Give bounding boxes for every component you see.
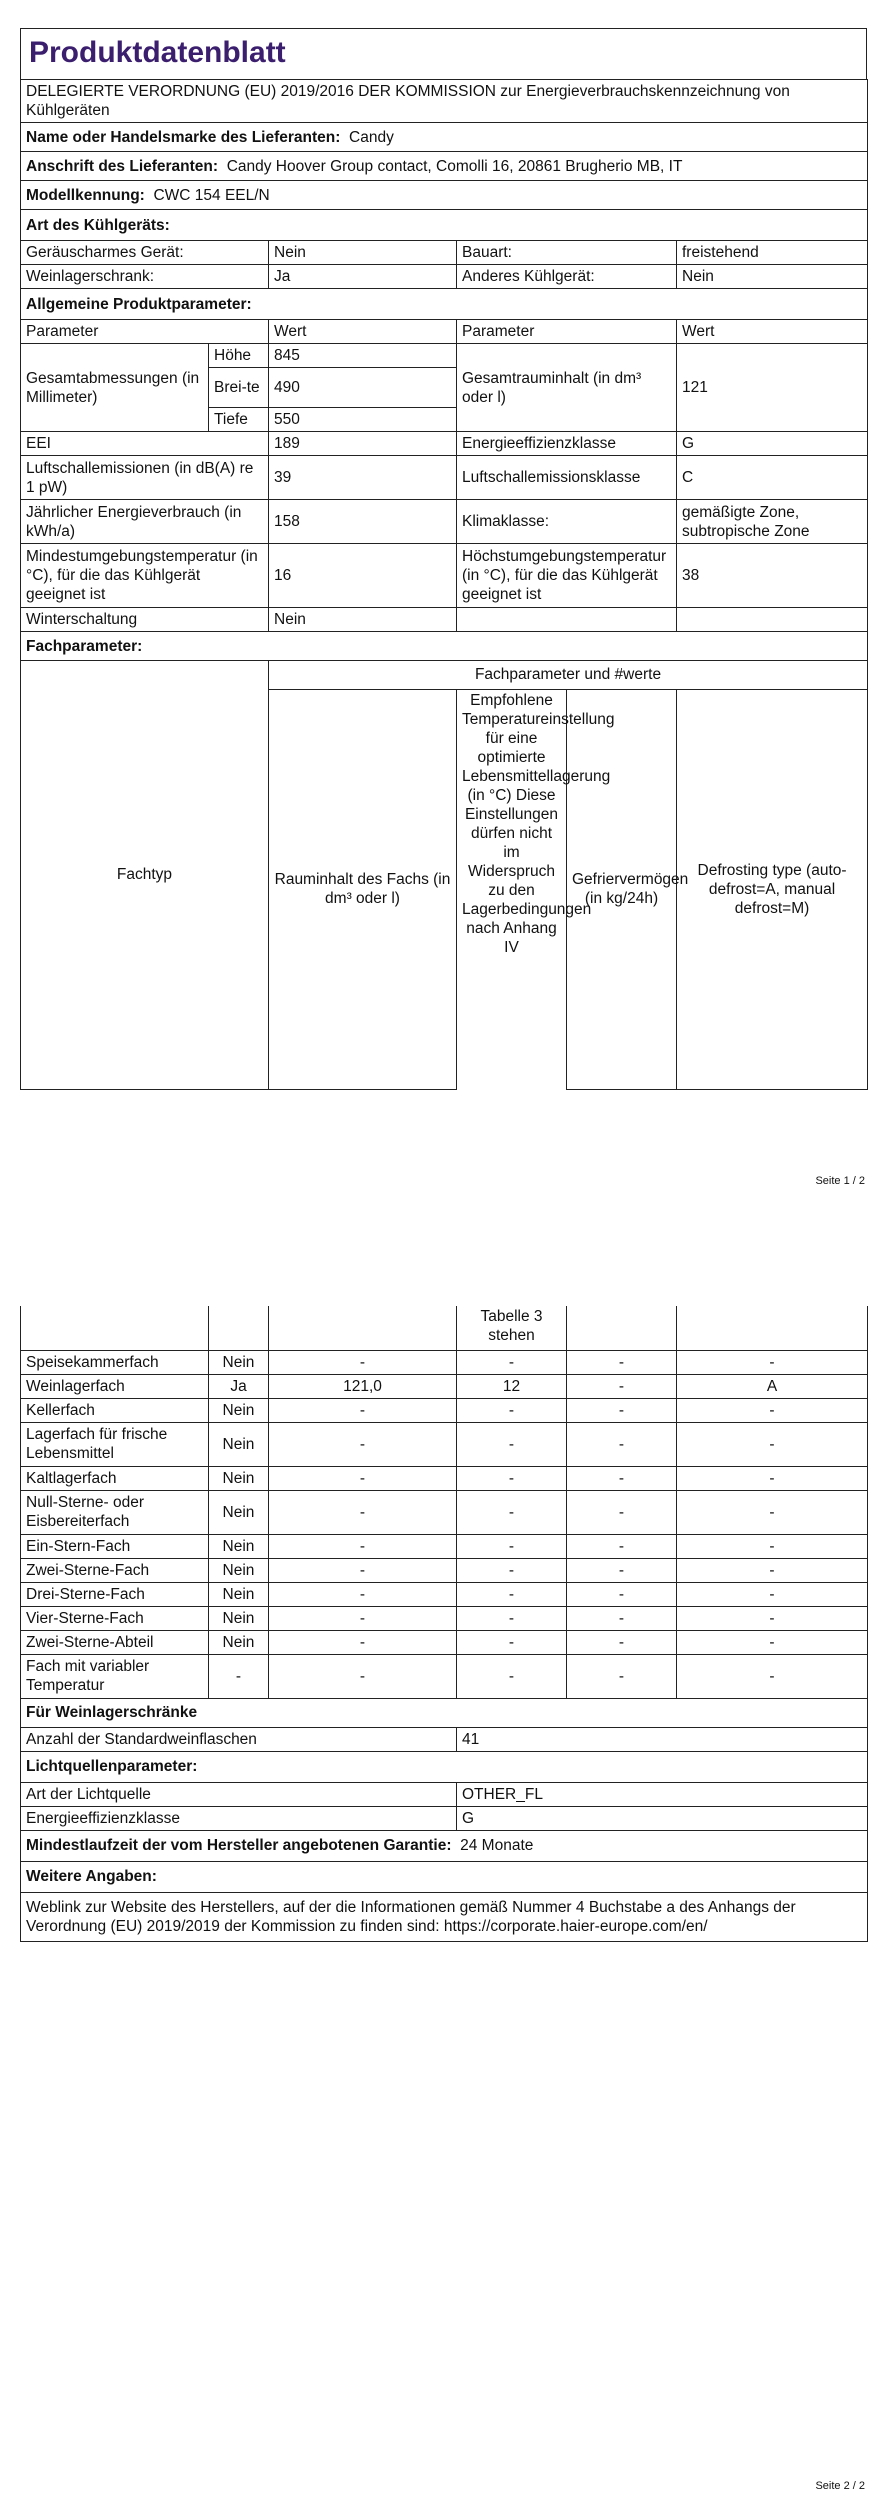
compartment-defrost: - (677, 1398, 868, 1422)
compartment-present: Nein (209, 1534, 269, 1558)
compartment-defrost: - (677, 1490, 868, 1534)
light-class-label: Energieeffizienzklasse (21, 1806, 457, 1830)
page-number-2: Seite 2 / 2 (815, 2480, 865, 2492)
supplier-row (21, 123, 868, 152)
compartment-present: Nein (209, 1466, 269, 1490)
page-2 (20, 1306, 867, 1942)
compartment-temperature: - (457, 1654, 567, 1698)
annual-energy-value: 158 (269, 500, 457, 544)
winter-setting-label: Winterschaltung (21, 608, 269, 632)
compartment-defrost: - (677, 1606, 868, 1630)
compartment-volume: 121,0 (269, 1374, 457, 1398)
wine-bottles-label: Anzahl der Standardweinflaschen (21, 1727, 457, 1751)
compartment-temperature: - (457, 1534, 567, 1558)
min-temp-value: 16 (269, 544, 457, 608)
compartment-freezing: - (567, 1490, 677, 1534)
datasheet-table-page1 (20, 79, 868, 661)
empty-cell (209, 1306, 269, 1350)
total-volume-value: 121 (677, 344, 868, 432)
energy-class-value: G (677, 432, 868, 456)
compartment-present: Nein (209, 1582, 269, 1606)
compartment-temperature: - (457, 1398, 567, 1422)
compartment-row (21, 1490, 868, 1534)
compartment-header-table (20, 661, 868, 1090)
compartment-row (21, 1422, 868, 1466)
compartment-row (21, 1374, 868, 1398)
compartment-defrost: - (677, 1350, 868, 1374)
compartment-row (21, 1398, 868, 1422)
compartment-freezing: - (567, 1582, 677, 1606)
compartment-defrost: - (677, 1558, 868, 1582)
compartment-name: Fach mit variabler Temperatur (21, 1654, 209, 1698)
compartment-volume: - (269, 1422, 457, 1466)
warranty-row (21, 1830, 868, 1861)
further-text: Weblink zur Website des Herstellers, auf der die Informationen gemäß Nummer 4 Buchstabe a des Anhangs der Verordnung (EU) 2019/2019 der Kommission zu finden sind: https://corporate.haier-europe.com/en/ (21, 1892, 868, 1941)
wine-heading: Für Weinlagerschränke (21, 1698, 868, 1727)
noise-class-value: C (677, 456, 868, 500)
other-appliance-label: Anderes Kühlgerät: (457, 265, 677, 289)
address-label: Anschrift des Lieferanten: (26, 157, 219, 175)
compartment-present: - (209, 1654, 269, 1698)
address-row (21, 152, 868, 181)
compartment-freezing: - (567, 1534, 677, 1558)
compartment-freezing: - (567, 1654, 677, 1698)
compartment-name: Vier-Sterne-Fach (21, 1606, 209, 1630)
height-label: Höhe (209, 344, 269, 368)
compartment-volume: - (269, 1630, 457, 1654)
model-value: CWC 154 EEL/N (153, 186, 270, 204)
depth-label: Tiefe (209, 408, 269, 432)
temp-col-header: Empfohlene Temperatureinstellung für eine optimierte Lebensmittellagerung (in °C) Diese Einstellungen dürfen nicht im Widerspruch zu den Lagerbedingungen nach Anhang IV (457, 689, 567, 1089)
model-row (21, 181, 868, 210)
low-noise-value: Nein (269, 241, 457, 265)
warranty-label: Mindestlaufzeit der vom Hersteller angebotenen Garantie: (26, 1837, 452, 1854)
compartment-temperature: - (457, 1350, 567, 1374)
supplier-label: Name oder Handelsmarke des Lieferanten: (26, 128, 341, 146)
defrost-col-header: Defrosting type (auto-defrost=A, manual defrost=M) (677, 689, 868, 1089)
width-label: Brei-te (209, 368, 269, 408)
empty-cell (457, 608, 677, 632)
compartment-row (21, 1630, 868, 1654)
empty-cell (21, 1306, 209, 1350)
page-1 (20, 28, 867, 1090)
max-temp-value: 38 (677, 544, 868, 608)
compartment-defrost: - (677, 1466, 868, 1490)
compartment-present: Nein (209, 1490, 269, 1534)
compartment-defrost: - (677, 1422, 868, 1466)
address-value: Candy Hoover Group contact, Comolli 16, 20861 Brugherio MB, IT (226, 157, 683, 175)
general-params-heading: Allgemeine Produktparameter: (21, 289, 868, 320)
document-title: Produktdatenblatt (20, 28, 867, 79)
compartment-freezing: - (567, 1350, 677, 1374)
compartment-present: Nein (209, 1630, 269, 1654)
compartment-defrost: - (677, 1630, 868, 1654)
height-value: 845 (269, 344, 457, 368)
compartment-temperature: - (457, 1630, 567, 1654)
compartment-row (21, 1582, 868, 1606)
compartment-defrost: - (677, 1654, 868, 1698)
compartment-present: Nein (209, 1350, 269, 1374)
compartment-volume: - (269, 1466, 457, 1490)
light-type-label: Art der Lichtquelle (21, 1782, 457, 1806)
compartment-volume: - (269, 1490, 457, 1534)
regulation-text: DELEGIERTE VERORDNUNG (EU) 2019/2016 DER KOMMISSION zur Energieverbrauchskennzeichnung von Kühlgeräten (21, 80, 868, 123)
compartment-row (21, 1558, 868, 1582)
further-heading: Weitere Angaben: (21, 1861, 868, 1892)
compartment-volume: - (269, 1534, 457, 1558)
dimensions-label: Gesamtabmessungen (in Millimeter) (21, 344, 209, 432)
compartment-name: Weinlagerfach (21, 1374, 209, 1398)
compartment-type-header: Fachtyp (21, 661, 269, 1089)
compartment-present: Nein (209, 1422, 269, 1466)
energy-class-label: Energieeffizienzklasse (457, 432, 677, 456)
compartment-freezing: - (567, 1466, 677, 1490)
total-volume-label: Gesamtrauminhalt (in dm³ oder l) (457, 344, 677, 432)
supplier-value: Candy (349, 128, 394, 146)
compartment-group-header: Fachparameter und #werte (269, 661, 868, 689)
compartment-table-page2 (20, 1306, 868, 1942)
compartment-temperature: - (457, 1490, 567, 1534)
light-type-value: OTHER_FL (457, 1782, 868, 1806)
compartment-defrost: A (677, 1374, 868, 1398)
compartment-row (21, 1466, 868, 1490)
compartment-temperature: - (457, 1466, 567, 1490)
temp-col-header-continued: Tabelle 3 stehen (457, 1306, 567, 1350)
compartment-name: Ein-Stern-Fach (21, 1534, 209, 1558)
compartment-freezing: - (567, 1374, 677, 1398)
light-heading: Lichtquellenparameter: (21, 1751, 868, 1782)
compartment-name: Null-Sterne- oder Eisbereiterfach (21, 1490, 209, 1534)
compartment-present: Nein (209, 1606, 269, 1630)
compartment-defrost: - (677, 1534, 868, 1558)
depth-value: 550 (269, 408, 457, 432)
compartment-freezing: - (567, 1422, 677, 1466)
compartment-freezing: - (567, 1630, 677, 1654)
empty-cell (269, 1306, 457, 1350)
compartment-volume: - (269, 1558, 457, 1582)
page-number-1: Seite 1 / 2 (815, 1175, 865, 1187)
appliance-type-heading: Art des Kühlgeräts: (21, 210, 868, 241)
compartment-row (21, 1606, 868, 1630)
wine-bottles-value: 41 (457, 1727, 868, 1751)
noise-emission-label: Luftschallemissionen (in dB(A) re 1 pW) (21, 456, 269, 500)
compartment-temperature: - (457, 1558, 567, 1582)
light-class-value: G (457, 1806, 868, 1830)
compartment-temperature: - (457, 1422, 567, 1466)
compartment-name: Speisekammerfach (21, 1350, 209, 1374)
compartment-volume: - (269, 1350, 457, 1374)
design-label: Bauart: (457, 241, 677, 265)
volume-col-header: Rauminhalt des Fachs (in dm³ oder l) (269, 689, 457, 1089)
annual-energy-label: Jährlicher Energieverbrauch (in kWh/a) (21, 500, 269, 544)
compartment-name: Zwei-Sterne-Abteil (21, 1630, 209, 1654)
empty-cell (677, 1306, 868, 1350)
compartment-present: Nein (209, 1558, 269, 1582)
climate-class-label: Klimaklasse: (457, 500, 677, 544)
compartment-defrost: - (677, 1582, 868, 1606)
compartment-name: Lagerfach für frische Lebensmittel (21, 1422, 209, 1466)
compartment-name: Drei-Sterne-Fach (21, 1582, 209, 1606)
compartment-volume: - (269, 1582, 457, 1606)
design-value: freistehend (677, 241, 868, 265)
param-col-header: Parameter (21, 320, 269, 344)
eei-value: 189 (269, 432, 457, 456)
noise-class-label: Luftschallemissionsklasse (457, 456, 677, 500)
other-appliance-value: Nein (677, 265, 868, 289)
compartment-name: Kaltlagerfach (21, 1466, 209, 1490)
compartment-volume: - (269, 1606, 457, 1630)
warranty-value: 24 Monate (460, 1837, 534, 1854)
compartment-row (21, 1654, 868, 1698)
wine-cabinet-label: Weinlagerschrank: (21, 265, 269, 289)
value-col-header-2: Wert (677, 320, 868, 344)
low-noise-label: Geräuscharmes Gerät: (21, 241, 269, 265)
wine-cabinet-value: Ja (269, 265, 457, 289)
compartment-row (21, 1534, 868, 1558)
compartment-freezing: - (567, 1606, 677, 1630)
climate-class-value: gemäßigte Zone, subtropische Zone (677, 500, 868, 544)
winter-setting-value: Nein (269, 608, 457, 632)
value-col-header: Wert (269, 320, 457, 344)
compartment-volume: - (269, 1654, 457, 1698)
param-col-header-2: Parameter (457, 320, 677, 344)
compartment-freezing: - (567, 1558, 677, 1582)
compartment-heading: Fachparameter: (21, 632, 868, 661)
min-temp-label: Mindestumgebungstemperatur (in °C), für die das Kühlgerät geeignet ist (21, 544, 269, 608)
compartment-present: Nein (209, 1398, 269, 1422)
compartment-name: Zwei-Sterne-Fach (21, 1558, 209, 1582)
compartment-temperature: 12 (457, 1374, 567, 1398)
empty-cell (567, 1306, 677, 1350)
compartment-name: Kellerfach (21, 1398, 209, 1422)
eei-label: EEI (21, 432, 269, 456)
compartment-temperature: - (457, 1606, 567, 1630)
compartment-present: Ja (209, 1374, 269, 1398)
freeze-col-header: Gefriervermögen (in kg/24h) (567, 689, 677, 1089)
noise-emission-value: 39 (269, 456, 457, 500)
compartment-row (21, 1350, 868, 1374)
compartment-temperature: - (457, 1582, 567, 1606)
compartment-volume: - (269, 1398, 457, 1422)
model-label: Modellkennung: (26, 186, 145, 204)
max-temp-label: Höchstumgebungstemperatur (in °C), für die das Kühlgerät geeignet ist (457, 544, 677, 608)
width-value: 490 (269, 368, 457, 408)
compartment-freezing: - (567, 1398, 677, 1422)
empty-cell (677, 608, 868, 632)
